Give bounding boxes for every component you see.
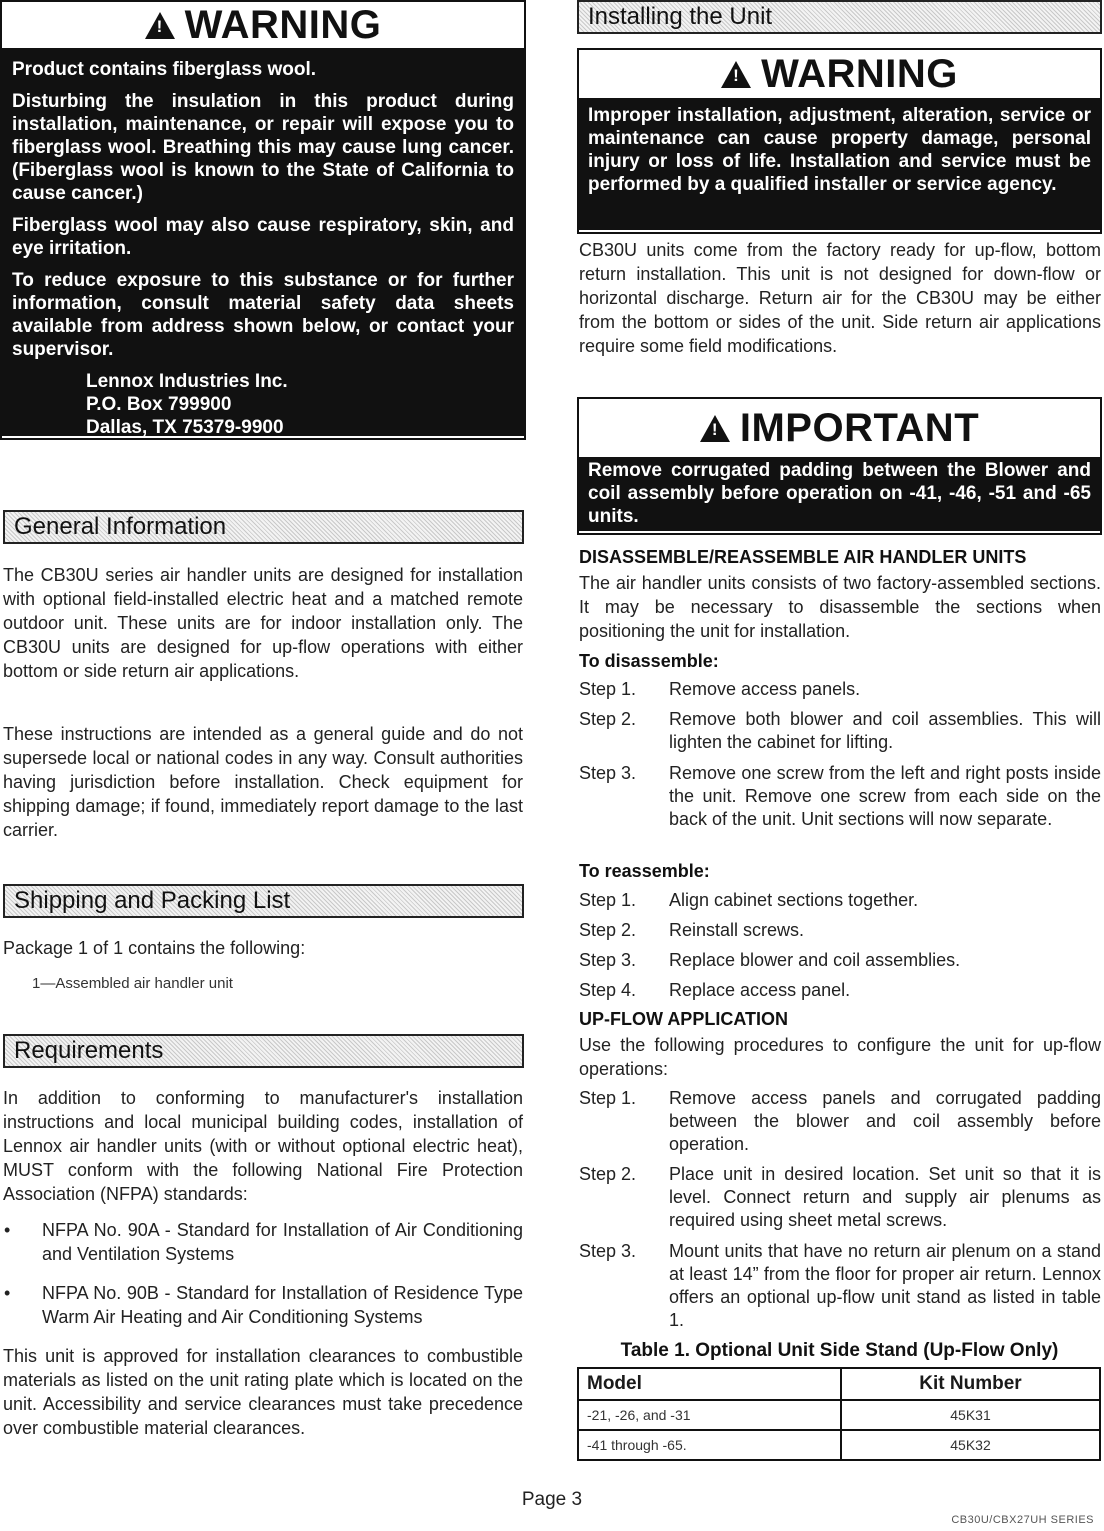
step-item: Step 1. Remove access panels and corrugated padding between the blower and coil assembly before operation. xyxy=(579,1088,1101,1154)
requirements-paragraph-2: This unit is approved for installation clearances to combustible materials as listed on the unit rating plate which is located on the unit. Accessibility and service clearances must take precedence over combustible material clearances. xyxy=(3,1346,523,1438)
requirements-paragraph-1: In addition to conforming to manufacturer's installation instructions and local municipal building codes, installation of Lennox air handler units (with or without optional electric heat), MUST conform with the following National Fire Protection Association (NFPA) standards: xyxy=(3,1088,523,1204)
to-disassemble-subheading: To disassemble: xyxy=(579,651,719,671)
table-header-row xyxy=(578,1368,1100,1400)
warning-heading: ! WARNING xyxy=(2,2,524,48)
address-block: Lennox Industries Inc. P.O. Box 799900 Dallas, TX 75379-9900 xyxy=(86,371,288,438)
table-cell-model: -21, -26, and -31 xyxy=(578,1400,841,1430)
list-item: • NFPA No. 90B - Standard for Installation of Residence Type Warm Air Heating and Air Conditioning Systems xyxy=(0,1281,523,1329)
warning-body xyxy=(2,48,524,436)
shipping-paragraph: Package 1 of 1 contains the following: xyxy=(3,938,306,958)
step-item: Step 3. Mount units that have no return air plenum on a stand at least 14” from the floor for proper air return. Lennox offers an optional up-flow unit stand as listed in table 1. xyxy=(579,1241,1101,1330)
step-item: Step 1. Align cabinet sections together. xyxy=(579,890,919,910)
warning-paragraph: Product contains fiberglass wool. xyxy=(12,59,317,80)
bullet-symbol: • xyxy=(4,1283,11,1303)
packing-list-item: 1—Assembled air handler unit xyxy=(32,975,233,992)
shipping-heading: Shipping and Packing List xyxy=(3,884,524,918)
important-triangle-icon: ! xyxy=(700,415,730,442)
warning-paragraph: Fiberglass wool may also cause respiratory, skin, and eye irritation. xyxy=(12,215,514,259)
upflow-paragraph: Use the following procedures to configure the unit for up-flow operations: xyxy=(579,1035,1101,1079)
warning-triangle-icon: ! xyxy=(145,12,175,39)
table-row xyxy=(578,1430,1100,1460)
general-info-paragraph-1: The CB30U series air handler units are designed for installation with optional field-installed electric heat and a matched remote outdoor unit. These units are for indoor installation only. The CB30U units are designed for up-flow operations with either bottom or side return air applications. xyxy=(3,565,523,681)
step-item: Step 2. Place unit in desired location. Set unit so that it is level. Connect return and supply air plenums as required using sheet metal screws. xyxy=(579,1164,1101,1230)
important-box xyxy=(577,397,1102,535)
upflow-heading: UP-FLOW APPLICATION xyxy=(579,1009,788,1029)
step-item: Step 3. Replace blower and coil assemblies. xyxy=(579,950,961,970)
disassemble-heading: DISASSEMBLE/REASSEMBLE AIR HANDLER UNITS xyxy=(579,547,1027,567)
bullet-symbol: • xyxy=(4,1220,11,1240)
warning-paragraph: Disturbing the insulation in this product during installation, maintenance, or repair will expose you to fiberglass wool. Breathing this may cause lung cancer. (Fiberglass wool is known to the State of California to cause cancer.) xyxy=(12,91,514,204)
warning-paragraph: To reduce exposure to this substance or for further information, consult material safety data sheets available from address shown below, or contact your supervisor. xyxy=(12,270,514,360)
table-header-model: Model xyxy=(578,1368,841,1400)
table-header-kit-number: Kit Number xyxy=(841,1368,1100,1400)
page-number: Page 3 xyxy=(521,1489,583,1510)
warning-heading: ! WARNING xyxy=(579,50,1100,98)
step-item: Step 2. Remove both blower and coil assemblies. This will lighten the cabinet for lifting. xyxy=(579,709,1101,752)
list-item: • NFPA No. 90A - Standard for Installation of Air Conditioning and Ventilation Systems xyxy=(0,1218,523,1266)
general-information-heading: General Information xyxy=(3,510,524,544)
step-item: Step 2. Reinstall screws. xyxy=(579,920,805,940)
table-cell-kit: 45K31 xyxy=(841,1400,1100,1430)
table-row xyxy=(578,1400,1100,1430)
step-item: Step 3. Remove one screw from the left and right posts inside the unit. Remove one screw from each side on the back of the unit. Unit sections will now separate. xyxy=(579,763,1101,829)
table-caption: Table 1. Optional Unit Side Stand (Up-Flow Only) xyxy=(620,1340,1059,1361)
step-item: Step 4. Replace access panel. xyxy=(579,980,851,1000)
fiberglass-warning-box xyxy=(0,0,526,440)
general-info-paragraph-2: These instructions are intended as a general guide and do not supersede local or national codes in any way. Consult authorities having jurisdiction before installation. Check equipment for shipping damage; if found, immediately report damage to the last carrier. xyxy=(3,724,523,840)
table-cell-model: -41 through -65. xyxy=(578,1430,841,1460)
installation-warning-box xyxy=(577,48,1102,234)
series-label: CB30U/CBX27UH SERIES xyxy=(951,1514,1094,1526)
requirements-heading: Requirements xyxy=(3,1034,524,1068)
disassemble-paragraph: The air handler units consists of two factory-assembled sections. It may be necessary to disassemble the sections when positioning the unit for installation. xyxy=(579,573,1101,641)
kit-table xyxy=(577,1367,1101,1461)
important-body: Remove corrugated padding between the Blower and coil assembly before operation on -41, -46, -51 and -65 units. xyxy=(579,457,1100,531)
warning-body: Improper installation, adjustment, alteration, service or maintenance can cause property damage, personal injury or loss of life. Installation and service must be performed by a qualified installer or service agency. xyxy=(579,98,1100,230)
step-item: Step 1. Remove access panels. xyxy=(579,679,861,699)
installing-unit-heading: Installing the Unit xyxy=(577,0,1102,34)
important-heading: ! IMPORTANT xyxy=(579,399,1100,457)
table-cell-kit: 45K32 xyxy=(841,1430,1100,1460)
warning-triangle-icon: ! xyxy=(721,61,751,88)
installing-intro-paragraph: CB30U units come from the factory ready for up-flow, bottom return installation. This unit is not designed for down-flow or horizontal discharge. Return air for the CB30U may be either from the bottom or sides of the unit. Side return air applications require some field modifications. xyxy=(579,240,1101,356)
to-reassemble-subheading: To reassemble: xyxy=(579,861,710,881)
